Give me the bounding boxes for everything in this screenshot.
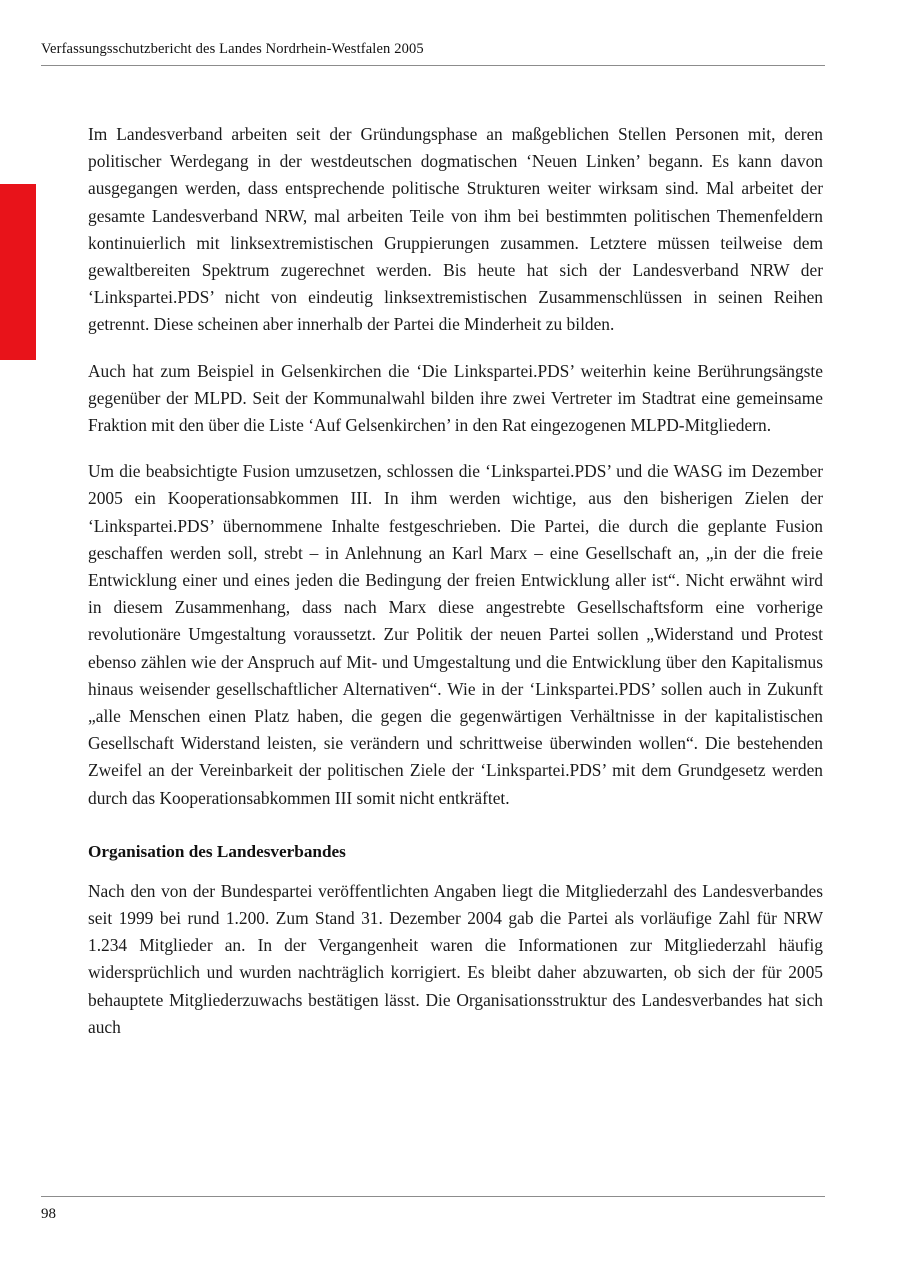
paragraph: Auch hat zum Beispiel in Gelsenkirchen die ‘Die Linkspartei.PDS’ weiterhin keine Berührungsängste gegenüber der MLPD. Seit der Kommunalwahl bilden ihre zwei Vertreter im Stadtrat eine gemeinsame Fraktion mit den über die Liste ‘Auf Gelsenkirchen’ in den Rat eingezogenen MLPD-Mitgliedern. [88,360,823,436]
header-rule [41,65,825,66]
page-footer [41,1196,825,1223]
paragraph: Um die beabsichtigte Fusion umzusetzen, schlossen die ‘Linkspartei.PDS’ und die WASG im Dezember 2005 ein Kooperationsabkommen III. In ihm werden wichtige, aus den bisherigen Zielen der ‘Linkspartei.PDS’ übernommene Inhalte festgeschrieben. Die Partei, die durch die geplante Fusion geschaffen werden soll, strebt – in Anlehnung an Karl Marx – eine Gesellschaft an, „in der die freie Entwicklung einer und eines jeden die Bedingung der freien Entwicklung aller ist“. Nicht erwähnt wird in diesem Zusammenhang, dass nach Marx diese angestrebte Gesellschaftsform eine vorherige revolutionäre Umgestaltung voraussetzt. Zur Politik der neuen Partei sollen „Widerstand und Protest ebenso zählen wie der Anspruch auf Mit- und Umgestaltung und die Entwicklung über den Kapitalismus hinaus weisender gesellschaftlicher Alternativen“. Wie in der ‘Linkspartei.PDS’ sollen auch in Zukunft „alle Menschen einen Platz haben, die gegen die gegenwärtigen Verhältnisse in der kapitalistischen Gesellschaft Widerstand leisten, sie verändern und schrittweise überwinden wollen“. Die bestehenden Zweifel an der Vereinbarkeit der politischen Ziele der ‘Linkspartei.PDS’ mit dem Grundgesetz werden durch das Kooperationsabkommen III somit nicht entkräftet. [88,461,823,808]
red-side-marker [0,184,36,360]
paragraph: Im Landesverband arbeiten seit der Gründungsphase an maßgeblichen Stellen Personen mit, deren politischer Werdegang in der westdeutschen dogmatischen ‘Neuen Linken’ begann. Es kann davon ausgegangen werden, dass entsprechende politische Strukturen weiter wirksam sind. Mal arbeitet der gesamte Landesverband NRW, mal arbeiten Teile von ihm bei bestimmten politischen Themenfeldern kontinuierlich mit linksextremistischen Gruppierungen zusammen. Letztere müssen teilweise dem gewaltbereiten Spektrum zugerechnet werden. Bis heute hat sich der Landesverband NRW der ‘Linkspartei.PDS’ nicht von eindeutig linksextremistischen Zusammenschlüssen in seinen Reihen getrennt. Diese scheinen aber innerhalb der Partei die Minderheit zu bilden. [88,124,823,335]
page-header [41,41,825,66]
page-number: 98 [41,1206,56,1222]
body-text-column [88,121,823,1041]
section-subheading: Organisation des Landesverbandes [88,841,346,861]
paragraph: Nach den von der Bundespartei veröffentlichten Angaben liegt die Mitgliederzahl des Landesverbandes seit 1999 bei rund 1.200. Zum Stand 31. Dezember 2004 gab die Partei als vorläufige Zahl für NRW 1.234 Mitglieder an. In der Vergangenheit waren die Informationen zur Mitgliederzahl häufig widersprüchlich und wurden nachträglich korrigiert. Es bleibt daher abzuwarten, ob sich der für 2005 behauptete Mitgliederzuwachs bestätigen lässt. Die Organisationsstruktur des Landesverbandes hat sich auch [88,880,823,1037]
running-title: Verfassungsschutzbericht des Landes Nordrhein-Westfalen 2005 [41,41,424,57]
